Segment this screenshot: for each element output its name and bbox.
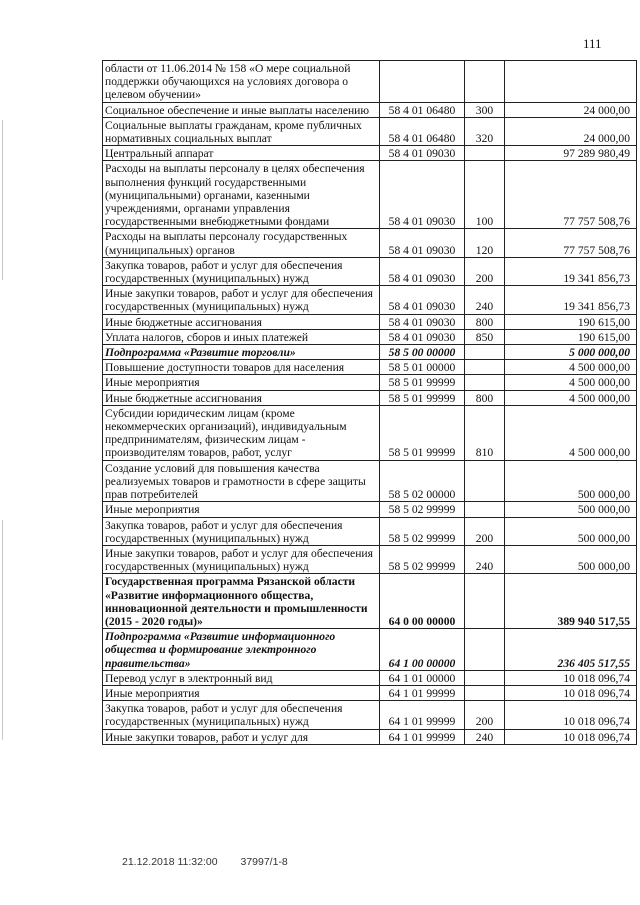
- row-sum-cell: 389 940 517,55: [505, 574, 637, 629]
- row-name-cell: Иные закупки товаров, работ и услуг для обеспечения государственных (муниципальных) нужд: [103, 545, 380, 573]
- row-code-cell: 58 5 01 00000: [380, 360, 465, 375]
- table-row: [103, 360, 637, 375]
- row-name-cell: Расходы на выплаты персоналу в целях обеспечения выполнения функций государственными (муниципальными) органами, казенными учреждениями, органами управления государственными внебюджетными фондами: [103, 161, 380, 229]
- table-row: [103, 146, 637, 161]
- row-code-cell: 64 1 00 00000: [380, 629, 465, 671]
- row-type-cell: 120: [465, 229, 505, 257]
- table-row: [103, 375, 637, 390]
- row-code-cell: 58 5 01 99999: [380, 405, 465, 460]
- row-code-cell: 58 5 02 99999: [380, 502, 465, 517]
- table-row: [103, 257, 637, 285]
- row-type-cell: 800: [465, 390, 505, 405]
- row-code-cell: 64 1 01 99999: [380, 701, 465, 729]
- row-name-cell: Иные мероприятия: [103, 685, 380, 700]
- row-name-cell: области от 11.06.2014 № 158 «О мере социальной поддержки обучающихся на условиях договора о целевом обучении»: [103, 61, 380, 103]
- row-sum-cell: 500 000,00: [505, 460, 637, 502]
- row-sum-cell: 10 018 096,74: [505, 701, 637, 729]
- row-name-cell: Уплата налогов, сборов и иных платежей: [103, 329, 380, 344]
- table-row: [103, 545, 637, 573]
- row-type-cell: [465, 345, 505, 360]
- row-name-cell: Подпрограмма «Развитие торговли»: [103, 345, 380, 360]
- budget-table: [102, 60, 637, 745]
- row-sum-cell: 10 018 096,74: [505, 670, 637, 685]
- row-name-cell: Перевод услуг в электронный вид: [103, 670, 380, 685]
- table-row: [103, 286, 637, 314]
- row-sum-cell: 19 341 856,73: [505, 286, 637, 314]
- row-code-cell: 58 5 01 99999: [380, 390, 465, 405]
- row-code-cell: 58 4 01 06480: [380, 117, 465, 145]
- row-name-cell: Центральный аппарат: [103, 146, 380, 161]
- row-sum-cell: 236 405 517,55: [505, 629, 637, 671]
- row-code-cell: 58 4 01 09030: [380, 314, 465, 329]
- row-code-cell: 64 1 01 99999: [380, 685, 465, 700]
- row-sum-cell: 10 018 096,74: [505, 729, 637, 744]
- table-row: [103, 102, 637, 117]
- row-name-cell: Иные бюджетные ассигнования: [103, 390, 380, 405]
- row-name-cell: Иные закупки товаров, работ и услуг для обеспечения государственных (муниципальных) нужд: [103, 286, 380, 314]
- row-sum-cell: 500 000,00: [505, 502, 637, 517]
- row-sum-cell: 5 000 000,00: [505, 345, 637, 360]
- row-code-cell: 58 4 01 09030: [380, 257, 465, 285]
- row-type-cell: 240: [465, 729, 505, 744]
- row-name-cell: Иные закупки товаров, работ и услуг для: [103, 729, 380, 744]
- row-sum-cell: 4 500 000,00: [505, 405, 637, 460]
- table-row: [103, 345, 637, 360]
- row-type-cell: [465, 629, 505, 671]
- row-sum-cell: 10 018 096,74: [505, 685, 637, 700]
- table-row: [103, 229, 637, 257]
- row-type-cell: 100: [465, 161, 505, 229]
- page-number: 111: [583, 36, 602, 51]
- row-name-cell: Иные мероприятия: [103, 502, 380, 517]
- table-row: [103, 329, 637, 344]
- row-name-cell: Социальные выплаты гражданам, кроме публичных нормативных социальных выплат: [103, 117, 380, 145]
- row-code-cell: 58 5 02 99999: [380, 545, 465, 573]
- row-type-cell: 810: [465, 405, 505, 460]
- row-type-cell: [465, 502, 505, 517]
- row-sum-cell: 77 757 508,76: [505, 229, 637, 257]
- row-code-cell: [380, 61, 465, 103]
- row-name-cell: Создание условий для повышения качества реализуемых товаров и грамотности в сфере защиты прав потребителей: [103, 460, 380, 502]
- row-type-cell: 320: [465, 117, 505, 145]
- row-type-cell: 800: [465, 314, 505, 329]
- row-type-cell: [465, 360, 505, 375]
- row-type-cell: 200: [465, 517, 505, 545]
- row-sum-cell: 500 000,00: [505, 517, 637, 545]
- table-row: [103, 161, 637, 229]
- table-row: [103, 460, 637, 502]
- row-sum-cell: 77 757 508,76: [505, 161, 637, 229]
- row-sum-cell: 4 500 000,00: [505, 390, 637, 405]
- row-sum-cell: 190 615,00: [505, 314, 637, 329]
- footer-datetime: 21.12.2018 11:32:00: [122, 856, 218, 868]
- row-type-cell: 850: [465, 329, 505, 344]
- row-code-cell: 58 4 01 09030: [380, 146, 465, 161]
- table-row: [103, 685, 637, 700]
- row-name-cell: Субсидии юридическим лицам (кроме некоммерческих организаций), индивидуальным предпринимателям, физическим лицам - производителям товаров, работ, услуг: [103, 405, 380, 460]
- row-sum-cell: [505, 61, 637, 103]
- table-row: [103, 701, 637, 729]
- row-sum-cell: 24 000,00: [505, 102, 637, 117]
- table-row: [103, 502, 637, 517]
- row-code-cell: 58 5 02 00000: [380, 460, 465, 502]
- row-name-cell: Закупка товаров, работ и услуг для обеспечения государственных (муниципальных) нужд: [103, 257, 380, 285]
- row-sum-cell: 4 500 000,00: [505, 375, 637, 390]
- row-name-cell: Подпрограмма «Развитие информационного общества и формирование электронного правительства»: [103, 629, 380, 671]
- scan-edge-mark: [2, 120, 3, 280]
- row-sum-cell: 500 000,00: [505, 545, 637, 573]
- row-type-cell: 240: [465, 286, 505, 314]
- row-sum-cell: 19 341 856,73: [505, 257, 637, 285]
- row-name-cell: Иные бюджетные ассигнования: [103, 314, 380, 329]
- row-code-cell: 58 5 00 00000: [380, 345, 465, 360]
- row-code-cell: 58 4 01 09030: [380, 229, 465, 257]
- row-type-cell: 200: [465, 701, 505, 729]
- row-name-cell: Закупка товаров, работ и услуг для обеспечения государственных (муниципальных) нужд: [103, 701, 380, 729]
- row-type-cell: 240: [465, 545, 505, 573]
- table-row: [103, 117, 637, 145]
- row-sum-cell: 24 000,00: [505, 117, 637, 145]
- row-type-cell: [465, 670, 505, 685]
- row-code-cell: 58 4 01 06480: [380, 102, 465, 117]
- row-name-cell: Закупка товаров, работ и услуг для обеспечения государственных (муниципальных) нужд: [103, 517, 380, 545]
- table-row: [103, 629, 637, 671]
- row-code-cell: 64 1 01 00000: [380, 670, 465, 685]
- row-type-cell: 200: [465, 257, 505, 285]
- table-row: [103, 517, 637, 545]
- row-code-cell: 58 5 02 99999: [380, 517, 465, 545]
- table-row: [103, 729, 637, 744]
- row-type-cell: [465, 685, 505, 700]
- row-name-cell: Социальное обеспечение и иные выплаты населению: [103, 102, 380, 117]
- row-type-cell: [465, 574, 505, 629]
- row-type-cell: [465, 61, 505, 103]
- footer-doc-id: 37997/1-8: [240, 856, 288, 868]
- table-row: [103, 314, 637, 329]
- row-type-cell: [465, 460, 505, 502]
- row-sum-cell: 190 615,00: [505, 329, 637, 344]
- row-code-cell: 64 0 00 00000: [380, 574, 465, 629]
- table-row: [103, 390, 637, 405]
- row-sum-cell: 4 500 000,00: [505, 360, 637, 375]
- table-row: [103, 61, 637, 103]
- row-name-cell: Иные мероприятия: [103, 375, 380, 390]
- row-type-cell: [465, 375, 505, 390]
- footer: [122, 856, 308, 868]
- row-code-cell: 58 4 01 09030: [380, 161, 465, 229]
- row-code-cell: 58 5 01 99999: [380, 375, 465, 390]
- row-type-cell: [465, 146, 505, 161]
- row-code-cell: 64 1 01 99999: [380, 729, 465, 744]
- row-name-cell: Расходы на выплаты персоналу государственных (муниципальных) органов: [103, 229, 380, 257]
- row-sum-cell: 97 289 980,49: [505, 146, 637, 161]
- row-code-cell: 58 4 01 09030: [380, 329, 465, 344]
- row-code-cell: 58 4 01 09030: [380, 286, 465, 314]
- row-name-cell: Государственная программа Рязанской области «Развитие информационного общества, инновационной деятельности и промышленности (2015 - 2020 годы)»: [103, 574, 380, 629]
- scan-edge-mark: [2, 520, 3, 740]
- table-row: [103, 405, 637, 460]
- table-row: [103, 574, 637, 629]
- row-name-cell: Повышение доступности товаров для населения: [103, 360, 380, 375]
- table-row: [103, 670, 637, 685]
- row-type-cell: 300: [465, 102, 505, 117]
